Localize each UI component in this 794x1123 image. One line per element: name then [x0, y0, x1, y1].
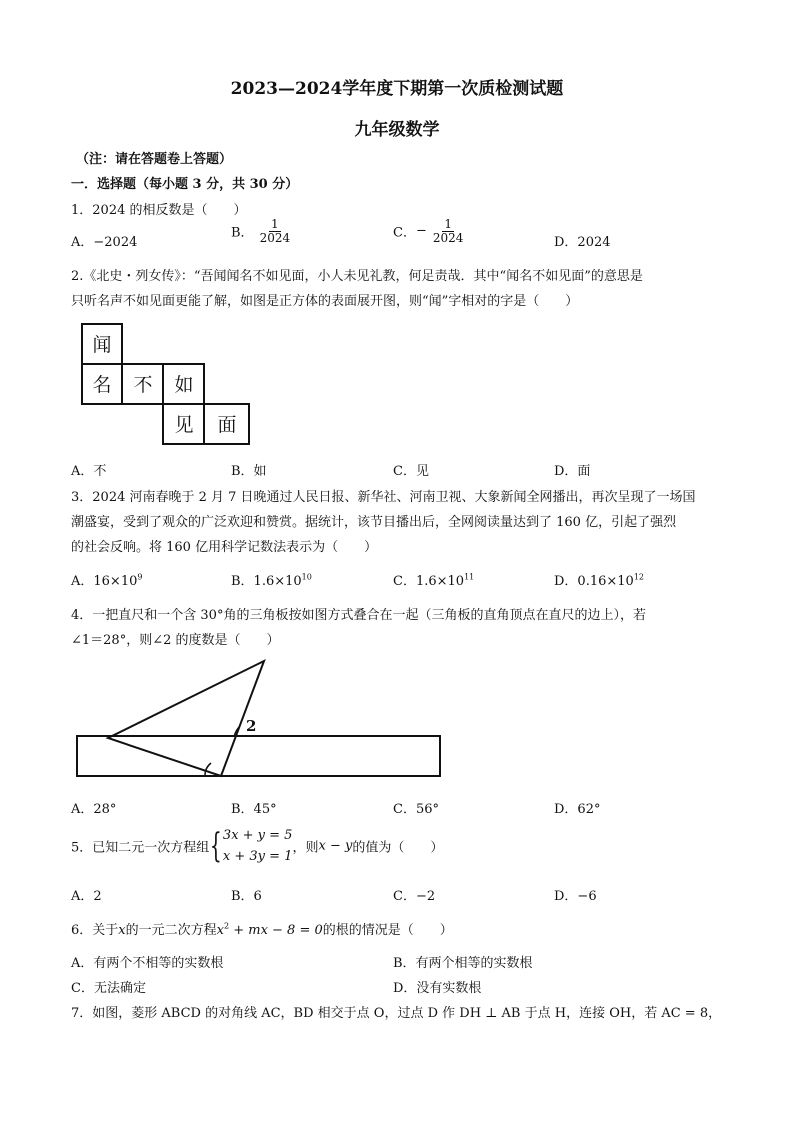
q6-option-a: A．有两个不相等的实数根 [71, 956, 224, 971]
q4-option-c: C．56° [393, 802, 439, 817]
net-cell-1: 闻 [92, 334, 112, 356]
net-cell-2: 名 [92, 374, 112, 396]
q2-line1: 2.《北史・列女传》：“吾闻闻名不如见面，小人未见礼教，何足责哉．其中“闻名不如见面”的意思是 [71, 269, 643, 284]
q1-option-c: C．− $\frac{1}{2024}$ [393, 217, 464, 245]
exam-note: （注：请在答题卷上答题） [76, 152, 233, 167]
q5-stem: 5．已知二元一次方程组{ 3x + y = 5 x + 3y = 1 ，则x − y的值为（ ） [71, 826, 444, 866]
q3-option-d: D．$0.16\times 10^{12}$ [554, 572, 644, 589]
q5-option-b: B．6 [231, 889, 262, 904]
section-heading: 一．选择题（每小题 3 分，共 30 分） [71, 177, 299, 192]
cube-net-figure [78, 320, 253, 446]
q2-option-b: B．如 [231, 464, 267, 479]
ruler-shape [77, 736, 440, 776]
exam-title: 2023—2024学年度下期第一次质检测试题 [230, 79, 564, 99]
net-cell-3: 不 [133, 374, 153, 396]
q1-option-b: B． $\frac{1}{2024}$ [231, 217, 291, 245]
q3-option-a: A．$16\times 10^9$ [71, 572, 143, 589]
angle-1-arc [205, 763, 211, 776]
angle-2-label: 2 [246, 717, 257, 735]
q6-option-d: D．没有实数根 [393, 981, 482, 996]
q3-option-b: B．$1.6\times 10^{10}$ [231, 572, 312, 589]
q3-option-c: C．$1.6\times 10^{11}$ [393, 572, 475, 589]
net-cell-4: 如 [174, 374, 194, 396]
q4-option-d: D．62° [554, 802, 601, 817]
q1-option-a: A．−2024 [71, 235, 138, 250]
q2-option-c: C．见 [393, 464, 429, 479]
q7-line1: 7．如图，菱形 ABCD 的对角线 AC，BD 相交于点 O，过点 D 作 DH ⊥ AB 于点 H，连接 OH，若 AC = 8， [71, 1006, 722, 1021]
q5-eq1: 3x + y = 5 [222, 828, 293, 843]
q5-option-a: A．2 [71, 889, 102, 904]
q4-option-b: B．45° [231, 802, 277, 817]
q4-line1: 4．一把直尺和一个含 30°角的三角板按如图方式叠合在一起（三角板的直角顶点在直尺的边上），若 [71, 608, 646, 623]
ruler-triangle-figure [70, 655, 450, 780]
net-cell-6: 面 [217, 414, 237, 436]
q5-eq2: x + 3y = 1 [222, 849, 293, 864]
q3-line3: 的社会反响。将 160 亿用科学记数法表示为（ ） [71, 540, 378, 555]
q6-stem: 6．关于x的一元二次方程$x^2$ + mx − 8 = 0的根的情况是（ ） [71, 921, 453, 938]
q5-option-c: C．−2 [393, 889, 436, 904]
q3-line1: 3．2024 河南春晚于 2 月 7 日晚通过人民日报、新华社、河南卫视、大象新闻全网播出，再次呈现了一场国 [71, 490, 696, 505]
q2-option-d: D．面 [554, 464, 591, 479]
q4-option-a: A．28° [71, 802, 117, 817]
q6-option-b: B．有两个相等的实数根 [393, 956, 533, 971]
q4-line2: ∠1＝28°，则∠2 的度数是（ ） [71, 633, 280, 648]
net-cell-5: 见 [174, 414, 194, 436]
q1-stem: 1．2024 的相反数是（ ） [71, 203, 247, 218]
q5-option-d: D．−6 [554, 889, 597, 904]
q3-line2: 潮盛宴，受到了观众的广泛欢迎和赞赏。据统计，该节目播出后，全网阅读量达到了 160 亿，引起了强烈 [71, 515, 677, 530]
q2-line2: 只听名声不如见面更能了解，如图是正方体的表面展开图，则“闻”字相对的字是（ ） [71, 294, 579, 309]
q2-option-a: A．不 [71, 464, 107, 479]
q6-option-c: C．无法确定 [71, 981, 146, 996]
triangle-shape [108, 661, 264, 776]
exam-subtitle: 九年级数学 [354, 120, 440, 140]
q1-option-d: D．2024 [554, 235, 611, 250]
